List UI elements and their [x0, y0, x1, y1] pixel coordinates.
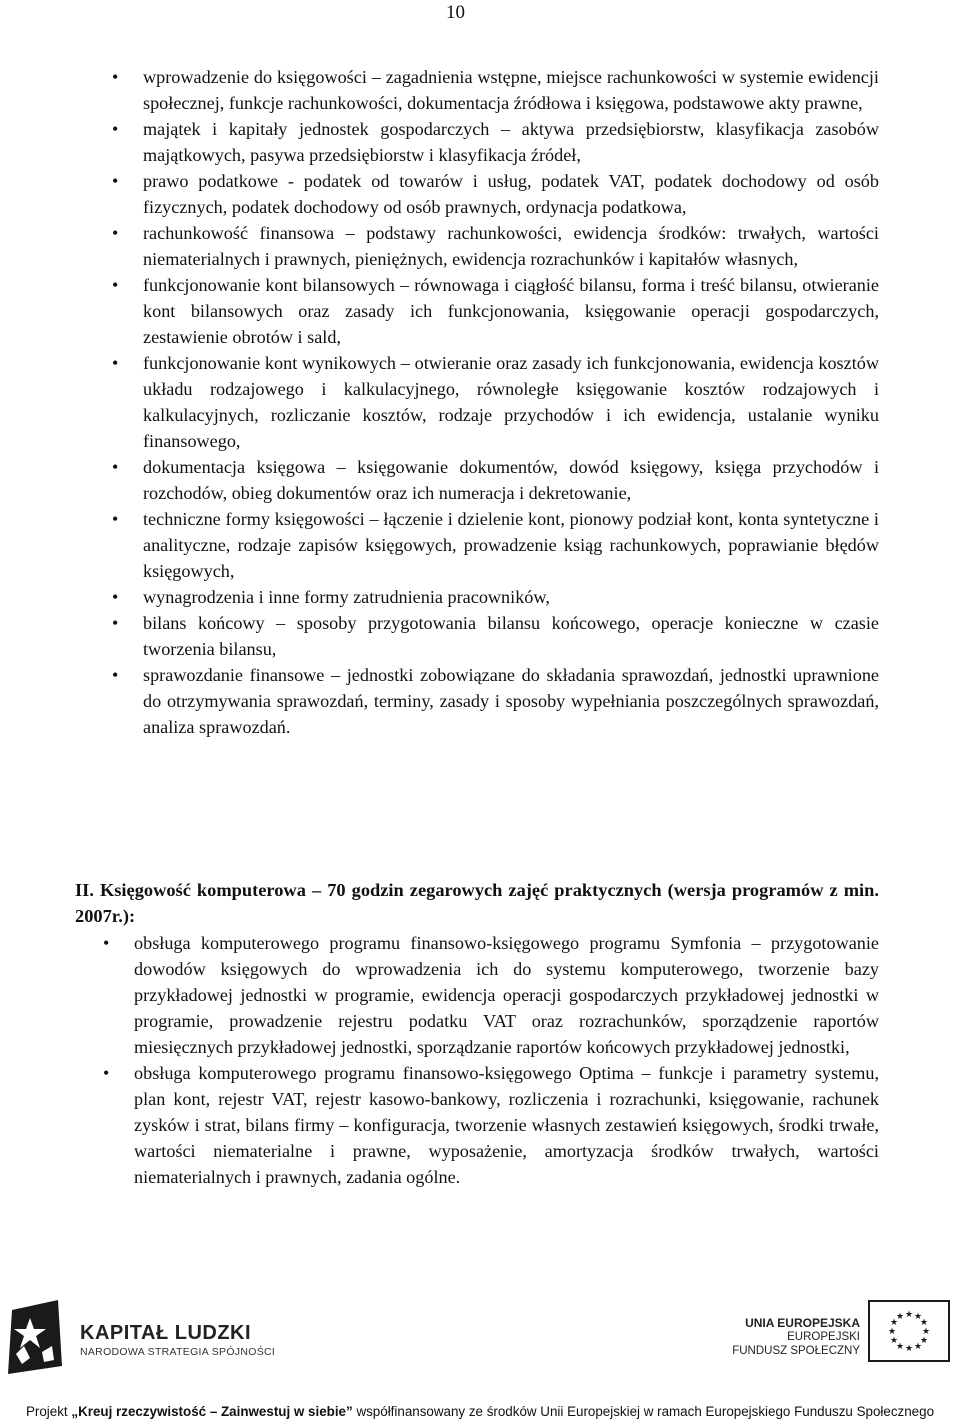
bullet-icon: •: [112, 67, 119, 87]
page-number: 10: [446, 2, 465, 23]
bullet-icon: •: [112, 457, 119, 477]
svg-text:★: ★: [889, 1318, 899, 1328]
topic-list: [0, 64, 960, 740]
bullet-icon: •: [103, 933, 110, 953]
list-item-text: prawo podatkowe - podatek od towarów i usług, podatek VAT, podatek dochodowy od osób fizycznych, podatek dochodowy od osób prawnych, ordynacja podatkowa,: [143, 171, 879, 217]
list-item-text: rachunkowość finansowa – podstawy rachunkowości, ewidencja środków: trwałych, wartości niematerialnych i prawnych, pieniężnych, ewidencja rozrachunków i kapitałów własnych,: [143, 223, 879, 269]
list-item: [112, 584, 879, 610]
bullet-icon: •: [103, 1063, 110, 1083]
svg-text:★: ★: [913, 1342, 923, 1352]
list-item: [112, 350, 879, 454]
eu-line-1: UNIA EUROPEJSKA: [745, 1316, 860, 1330]
svg-text:★: ★: [904, 1310, 914, 1320]
list-item: [103, 930, 879, 1060]
list-item: [112, 168, 879, 220]
list-item: [112, 64, 879, 116]
svg-text:★: ★: [921, 1327, 931, 1337]
project-prefix: Projekt: [25, 1404, 68, 1419]
section-heading: II. Księgowość komputerowa – 70 godzin zegarowych zajęć praktycznych (wersja programów z min. 2007r.):: [75, 880, 879, 926]
bullet-icon: •: [112, 119, 119, 139]
eu-line-2: EUROPEJSKI: [787, 1331, 860, 1343]
bullet-icon: •: [112, 171, 119, 191]
list-item: [112, 662, 879, 740]
project-suffix: współfinansowany ze środków Unii Europejskiej w ramach Europejskiego Funduszu Społecznego: [356, 1404, 935, 1419]
eu-line-3: FUNDUSZ SPOŁECZNY: [732, 1345, 860, 1357]
list-item-text: funkcjonowanie kont bilansowych – równowaga i ciągłość bilansu, forma i treść bilansu, otwieranie kont bilansowych oraz zasady ich funkcjonowania, księgowanie operacji gospodarczych, zestawienie obrotów i sald,: [143, 275, 879, 347]
list-item-text: obsługa komputerowego programu finansowo-księgowego Optima – funkcje i parametry systemu, plan kont, rejestr VAT, rejestr kasowo-bankowy, rozliczenia i rozrachunki, księgowanie, rachunek zysków i strat, bilans firmy – konfiguracja, tworzenie własnych zestawień księgowych, środki trwałe, wartości niematerialne i prawne, wyposażenie, amortyzacja środków trwałych, wartości niematerialnych i prawnych, zadania ogólne.: [134, 1063, 879, 1187]
list-item-text: funkcjonowanie kont wynikowych – otwieranie oraz zasady ich funkcjonowania, ewidencja kosztów układu rodzajowego i kalkulacyjnego, równoległe księgowanie kosztów rodzajowych i kalkulacyjnych, rozliczanie kosztów, rodzaje przychodów i ich ewidencja, ustalanie wyniku finansowego,: [143, 353, 879, 451]
list-item-text: obsługa komputerowego programu finansowo-księgowego programu Symfonia – przygotowanie dowodów księgowych do wprowadzenia ich do systemu komputerowego, tworzenie bazy przykładowej jednostki w programie, ewidencja operacji gospodarczych przykładowej jednostki w programie, prowadzenie rejestru podatku VAT oraz rozrachunków, sporządzenie raportów miesięcznych przykładowej jednostki, sporządzanie raportów końcowych przykładowej jednostki,: [134, 933, 879, 1057]
bullet-icon: •: [112, 275, 119, 295]
svg-text:★: ★: [895, 1342, 905, 1352]
svg-text:★: ★: [889, 1336, 899, 1346]
svg-text:★: ★: [913, 1312, 923, 1322]
list-item: [112, 116, 879, 168]
list-item-text: sprawozdanie finansowe – jednostki zobowiązane do składania sprawozdań, jednostki uprawnione do otrzymywania sprawozdań, terminy, zasady i sposoby wypełniania poszczególnych sprawozdań, analiza sprawozdań.: [143, 665, 879, 737]
list-item-text: bilans końcowy – sposoby przygotowania bilansu końcowego, operacje konieczne w czasie tworzenia bilansu,: [143, 613, 879, 659]
bullet-icon: •: [112, 223, 119, 243]
eu-flag-icon: [868, 1300, 950, 1367]
bullet-icon: •: [112, 613, 119, 633]
list-item-text: techniczne formy księgowości – łączenie i dzielenie kont, pionowy podział kont, konta syntetyczne i analityczne, rodzaje zapisów księgowych, prowadzenie ksiąg rachunkowych, poprawianie błędów księgowych,: [143, 509, 879, 581]
kapital-ludzki-title: KAPITAŁ LUDZKI: [80, 1322, 252, 1344]
list-item: [112, 506, 879, 584]
list-item: [112, 610, 879, 662]
software-topic-list: [0, 930, 960, 1190]
bullet-icon: •: [112, 665, 119, 685]
list-item: [112, 454, 879, 506]
list-item-text: dokumentacja księgowa – księgowanie dokumentów, dowód księgowy, księga przychodów i rozchodów, obieg dokumentów oraz ich numeracja i dekretowanie,: [143, 457, 879, 503]
svg-text:★: ★: [919, 1336, 929, 1346]
svg-text:★: ★: [895, 1312, 905, 1322]
footer-logos: [0, 1286, 960, 1406]
kapital-ludzki-text: [80, 1322, 275, 1358]
list-item: [112, 220, 879, 272]
list-item: [103, 1060, 879, 1190]
bullet-icon: •: [112, 587, 119, 607]
project-footer: [0, 1404, 960, 1419]
eu-fund-text: [732, 1316, 860, 1358]
kapital-ludzki-logo-icon: [4, 1296, 66, 1385]
list-item-text: majątek i kapitały jednostek gospodarczych – aktywa przedsiębiorstw, klasyfikacja zasobów majątkowych, pasywa przedsiębiorstw i klasyfikacja źródeł,: [143, 119, 879, 165]
kapital-ludzki-subtitle: NARODOWA STRATEGIA SPÓJNOŚCI: [80, 1346, 276, 1358]
bullet-icon: •: [112, 509, 119, 529]
project-title: „Kreuj rzeczywistość – Zainwestuj w siebie”: [71, 1404, 353, 1419]
svg-text:★: ★: [919, 1318, 929, 1328]
svg-text:★: ★: [904, 1344, 914, 1354]
svg-text:★: ★: [887, 1327, 897, 1337]
list-item-text: wprowadzenie do księgowości – zagadnienia wstępne, miejsce rachunkowości w systemie ewidencji społecznej, funkcje rachunkowości, dokumentacja źródłowa i księgowa, podstawowe akty prawne,: [143, 67, 879, 113]
bullet-icon: •: [112, 353, 119, 373]
list-item: [112, 272, 879, 350]
list-item-text: wynagrodzenia i inne formy zatrudnienia pracowników,: [143, 587, 550, 607]
